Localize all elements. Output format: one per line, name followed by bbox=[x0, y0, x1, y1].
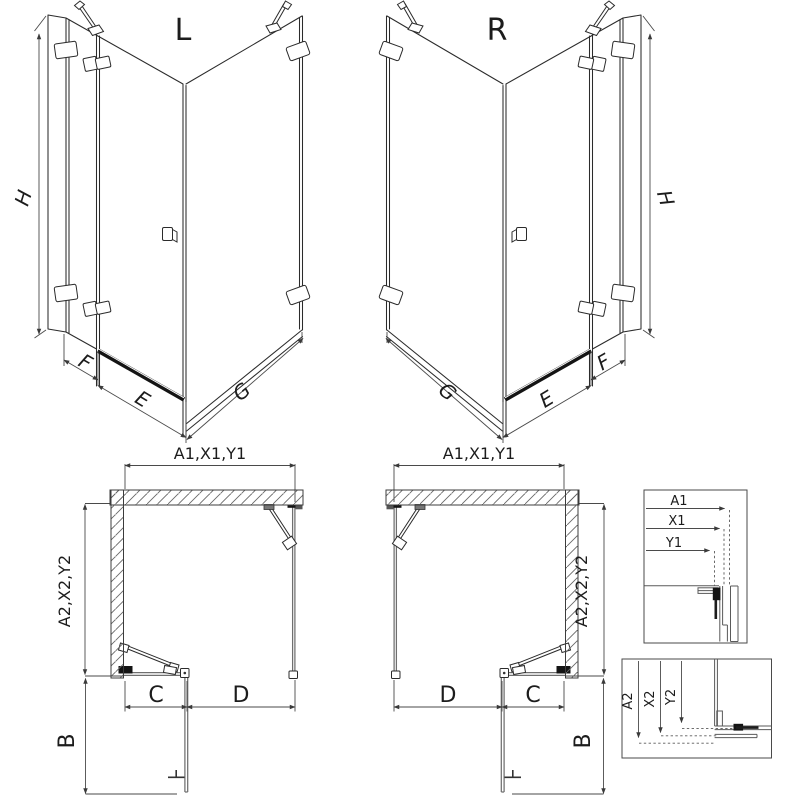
dim-label-a1: A1 bbox=[670, 494, 688, 509]
building-walls bbox=[110, 490, 579, 678]
dim-label-d: D bbox=[439, 683, 457, 708]
support-bar-cap bbox=[283, 1, 292, 10]
dim-label-a1x1y1: A1,X1,Y1 bbox=[173, 444, 247, 463]
support-bar-plate bbox=[266, 23, 281, 33]
dim-label-d: D bbox=[232, 683, 250, 708]
detail-frame bbox=[644, 490, 747, 643]
support-bar bbox=[127, 646, 177, 668]
dim-label-c: C bbox=[148, 683, 164, 708]
dim-label-h: H bbox=[9, 187, 37, 209]
wall-bracket bbox=[286, 41, 311, 61]
dim-label-g: G bbox=[227, 377, 256, 406]
door-handle-side bbox=[173, 230, 178, 243]
iso-hardware bbox=[54, 1, 310, 317]
dim-label-x2: X2 bbox=[643, 690, 658, 708]
wall-hatched bbox=[110, 490, 303, 505]
dim-label-c: C bbox=[525, 683, 541, 708]
detail-box-horizontal bbox=[644, 490, 747, 643]
dim-label-a2x2y2: A2,X2,Y2 bbox=[55, 554, 74, 628]
view-label-right: R bbox=[486, 13, 508, 48]
support-bar bbox=[269, 507, 293, 541]
dim-label-b: B bbox=[55, 733, 80, 749]
plan-hardware bbox=[119, 505, 303, 778]
dim-label-h: H bbox=[652, 187, 680, 209]
iso-view-geometry bbox=[35, 1, 311, 443]
door-handle bbox=[163, 228, 173, 241]
dim-label-a2: A2 bbox=[621, 692, 636, 710]
reference-lines-dotted bbox=[715, 510, 730, 586]
support-bar-plate bbox=[88, 25, 104, 36]
dim-label-f: F bbox=[74, 348, 97, 376]
profile-cross-section bbox=[715, 659, 772, 738]
wall-hatched bbox=[386, 490, 579, 505]
dim-label-f: F bbox=[592, 348, 615, 376]
dim-label-x1: X1 bbox=[668, 514, 686, 529]
dim-label-a1x1y1: A1,X1,Y1 bbox=[442, 444, 516, 463]
dim-label-b: B bbox=[571, 733, 596, 749]
view-label-left: L bbox=[174, 13, 192, 48]
door-handle bbox=[168, 770, 185, 777]
profile-cross-section bbox=[698, 586, 738, 642]
fixed-panel-bracket bbox=[163, 666, 176, 675]
wall-hatched bbox=[111, 490, 124, 678]
plan-glass-panels bbox=[124, 507, 295, 792]
door-pivot bbox=[184, 672, 187, 675]
wall-bracket bbox=[54, 41, 78, 59]
doorway-end-cap bbox=[289, 671, 298, 679]
dim-label-y1: Y1 bbox=[665, 536, 683, 551]
iso-view-geometry-mirrored bbox=[379, 1, 655, 443]
wall-bracket bbox=[54, 284, 78, 302]
clamp-bracket bbox=[713, 588, 721, 601]
dim-label-e: E bbox=[534, 385, 558, 413]
wall-bracket bbox=[286, 285, 311, 305]
glass-panel-edges bbox=[48, 15, 303, 437]
reference-lines-dotted bbox=[639, 728, 736, 743]
dim-label-e: E bbox=[131, 385, 155, 413]
dim-label-g: G bbox=[433, 377, 462, 406]
dim-label-y2: Y2 bbox=[664, 688, 679, 706]
dim-label-a2x2y2: A2,X2,Y2 bbox=[572, 554, 591, 628]
